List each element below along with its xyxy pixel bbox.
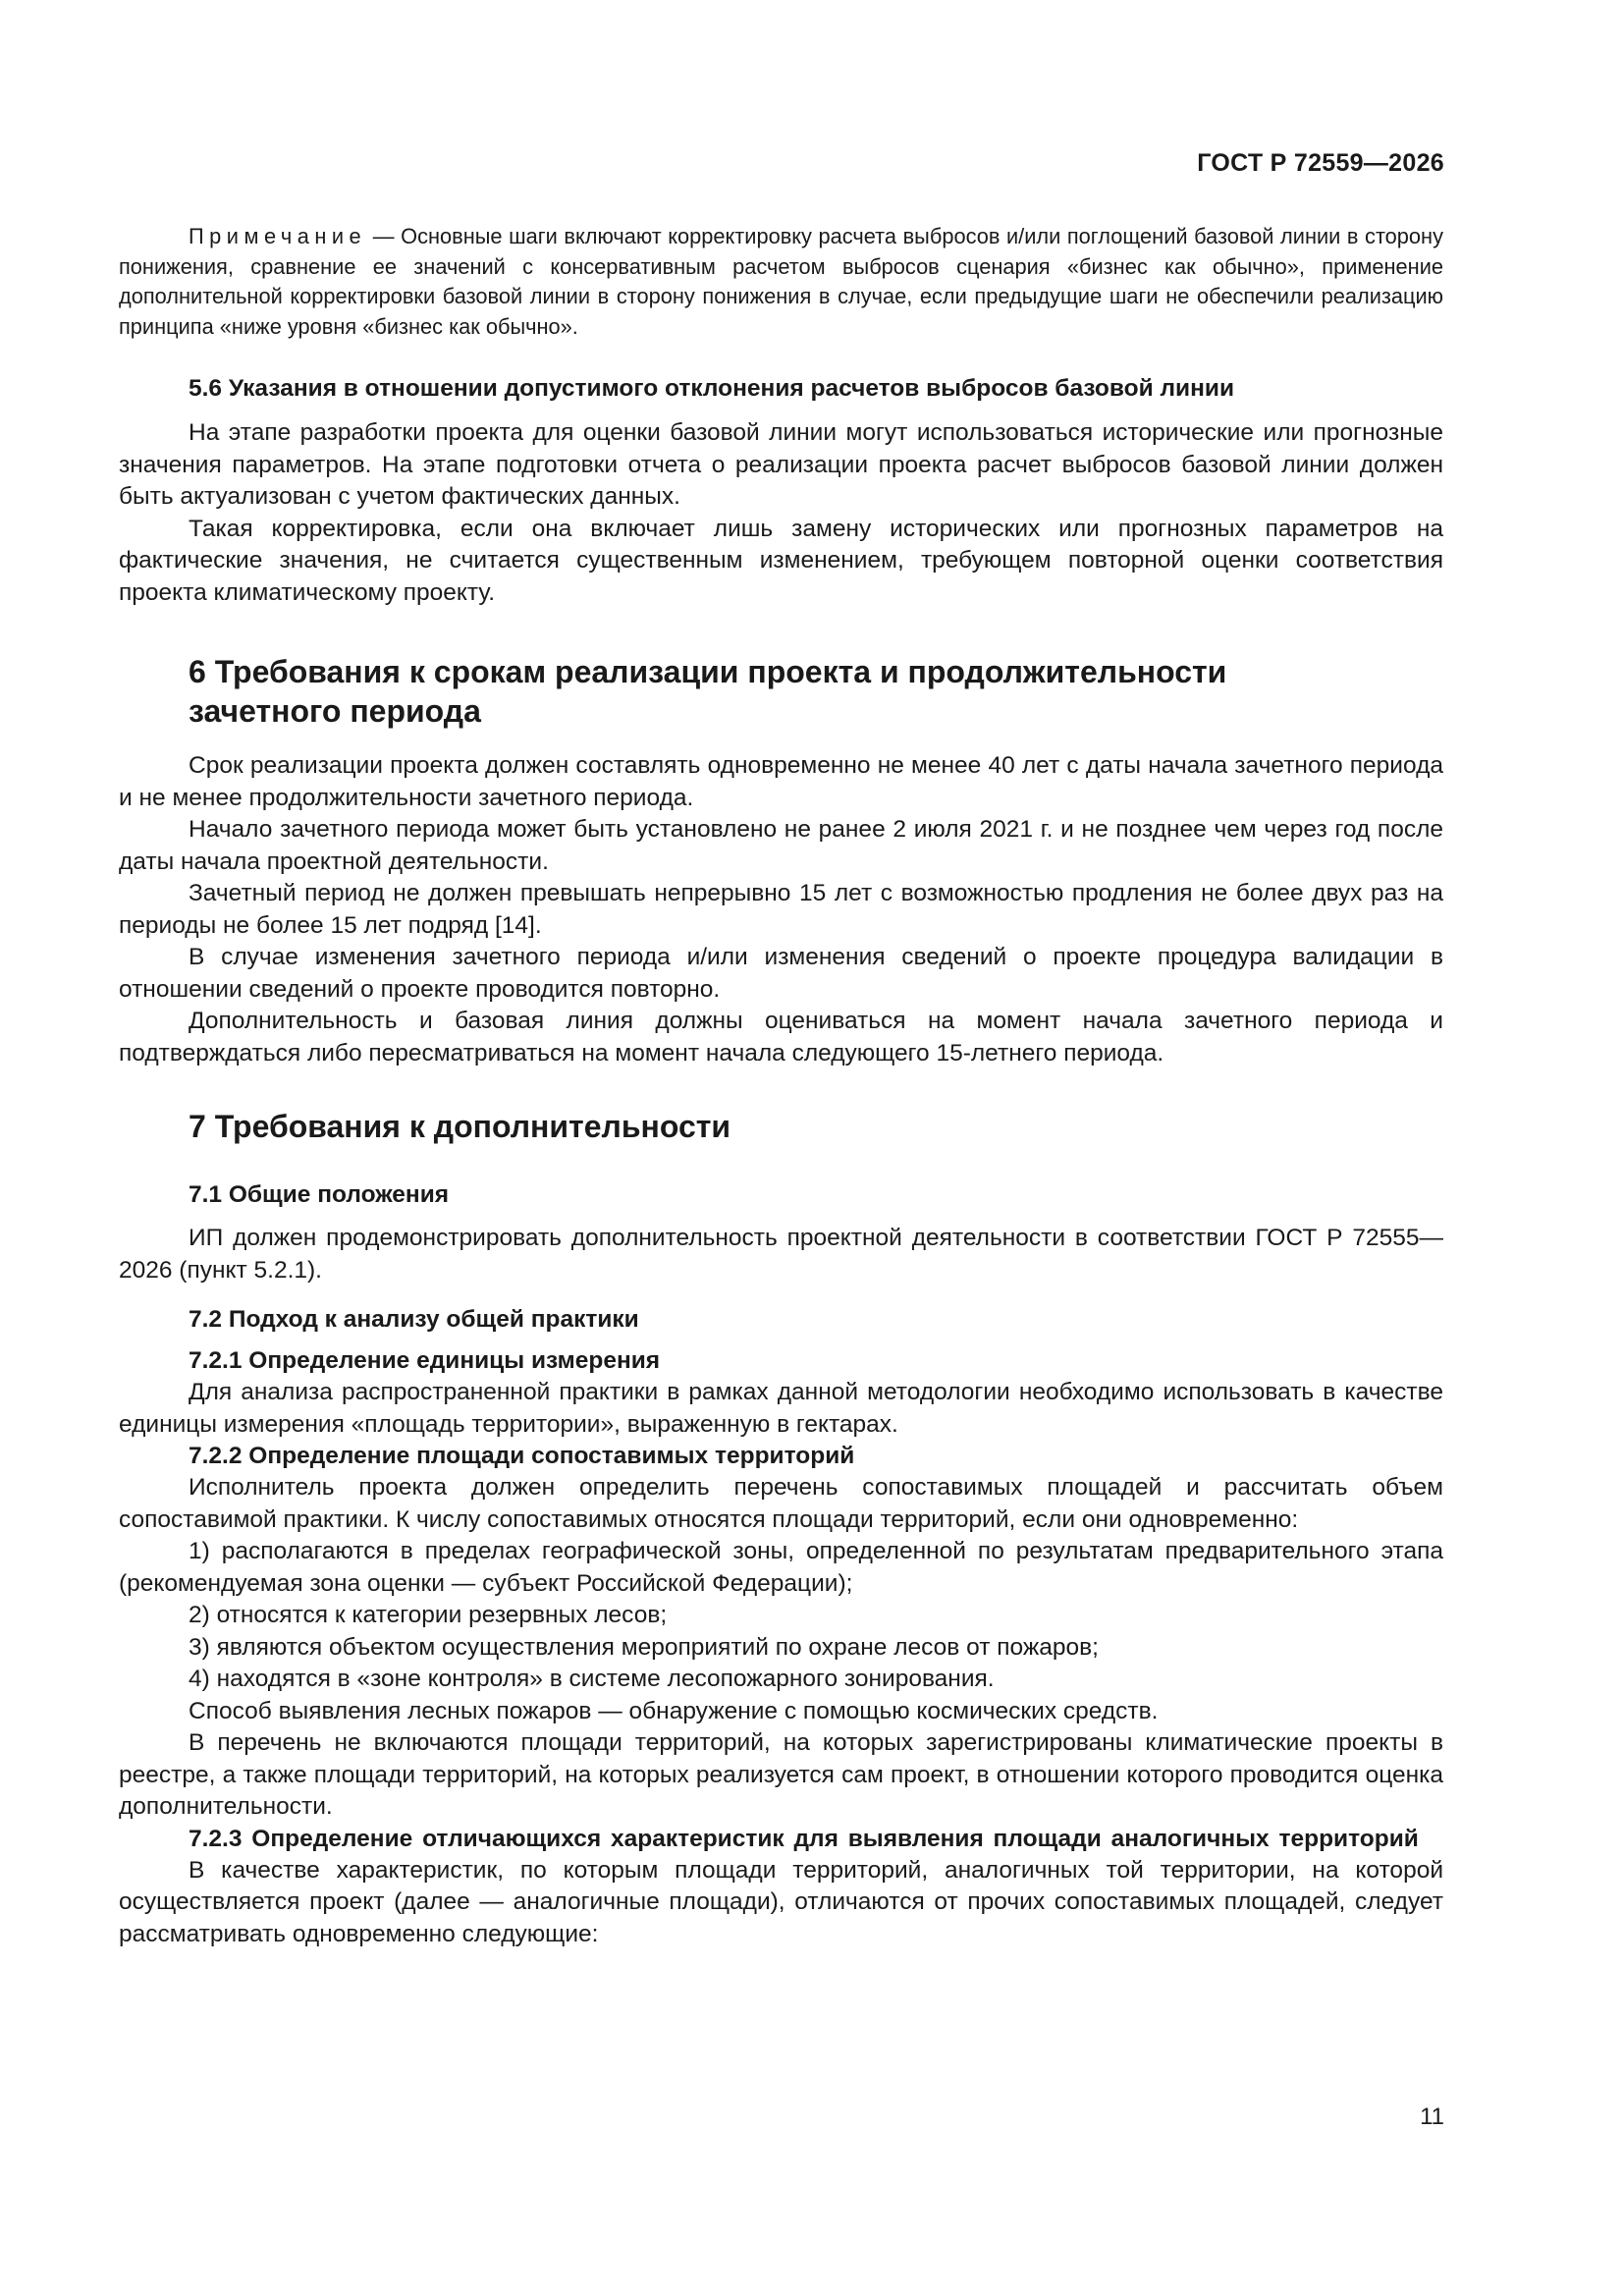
note-paragraph: [119, 222, 1443, 342]
section-6-paragraph-3: Зачетный период не должен превышать непрерывно 15 лет с возможностью продления не более двух раз на периоды не более 15 лет подряд [14].: [119, 880, 1443, 939]
section-7-2-2-title: 7.2.2 Определение площади сопоставимых территорий: [189, 1443, 855, 1469]
section-7-title: 7 Требования к дополнительности: [189, 1109, 731, 1144]
section-7-2-1-title: 7.2.1 Определение единицы измерения: [189, 1347, 661, 1374]
section-6-title: [119, 652, 1443, 731]
section-7-1-title: 7.1 Общие положения: [189, 1181, 450, 1208]
section-7-1-paragraph-1: ИП должен продемонстрировать дополнительность проектной деятельности в соответствии ГОСТ Р 72555—2026 (пункт 5.2.1).: [119, 1225, 1443, 1284]
section-7-2-3-paragraph-1: В качестве характеристик, по которым площади территорий, аналогичных той территории, на которой осуществляется проект (далее — аналогичные площади), отличаются от прочих сопоставимых площадей, следует рассматривать одновременно следующие:: [119, 1856, 1443, 1947]
note-label: Примечание: [189, 224, 367, 248]
section-5-6-title: 5.6 Указания в отношении допустимого отклонения расчетов выбросов базовой линии: [189, 375, 1235, 402]
section-6-paragraph-1: Срок реализации проекта должен составлять одновременно не менее 40 лет с даты начала зачетного периода и не менее продолжительности зачетного периода.: [119, 752, 1443, 811]
section-7-2-3-title: 7.2.3 Определение отличающихся характеристик для выявления площади аналогичных территорий: [189, 1825, 1419, 1852]
section-7-2-2-item-2: 2) относятся к категории резервных лесов;: [189, 1602, 668, 1628]
section-7-2-2-item-1: 1) располагаются в пределах географической зоны, определенной по результатам предварительного этапа (рекомендуемая зона оценки — субъект Российской Федерации);: [119, 1538, 1443, 1597]
section-7-2-title: 7.2 Подход к анализу общей практики: [189, 1306, 639, 1333]
section-5-6-paragraph-1: На этапе разработки проекта для оценки базовой линии могут использоваться исторические или прогнозные значения параметров. На этапе подготовки отчета о реализации проекта расчет выбросов базовой линии должен быть актуализован с учетом фактических данных.: [119, 419, 1443, 510]
section-7-2-2-item-3: 3) являются объектом осуществления мероприятий по охране лесов от пожаров;: [189, 1633, 1099, 1661]
note-text: Основные шаги включают корректировку расчета выбросов и/или поглощений базовой линии в сторону понижения, сравнение ее значений с консервативным расчетом выбросов сценария «бизнес как обычно», применение дополнительной корректировки базовой линии в сторону понижения в случае, если предыдущие шаги не обеспечили реализацию принципа «ниже уровня «бизнес как обычно».: [119, 224, 1443, 339]
page-content: [119, 222, 1443, 1950]
section-7-2-2-paragraph-3: В перечень не включаются площади территорий, на которых зарегистрированы климатические проекты в реестре, а также площади территорий, на которых реализуется сам проект, в отношении которого проводится оценка дополнительности.: [119, 1729, 1443, 1820]
section-6-paragraph-5: Дополнительность и базовая линия должны оцениваться на момент начала зачетного периода и подтверждаться либо пересматриваться на момент начала следующего 15-летнего периода.: [119, 1008, 1443, 1066]
section-7-2-1-paragraph-1: Для анализа распространенной практики в рамках данной методологии необходимо использовать в качестве единицы измерения «площадь территории», выраженную в гектарах.: [119, 1379, 1443, 1438]
section-6-paragraph-4: В случае изменения зачетного периода и/или изменения сведений о проекте процедура валидации в отношении сведений о проекте проводится повторно.: [119, 944, 1443, 1003]
section-6-paragraph-2: Начало зачетного периода может быть установлено не ранее 2 июля 2021 г. и не позднее чем через год после даты начала проектной деятельности.: [119, 816, 1443, 875]
document-id-header: ГОСТ Р 72559—2026: [1197, 149, 1444, 177]
section-7-2-2-paragraph-2: Способ выявления лесных пожаров — обнаружение с помощью космических средств.: [189, 1697, 1159, 1724]
note-dash: —: [366, 224, 402, 248]
section-6-title-line-1: 6 Требования к срокам реализации проекта и продолжительности: [189, 654, 1227, 689]
section-7-2-2-paragraph-1: Исполнитель проекта должен определить перечень сопоставимых площадей и рассчитать объем сопоставимой практики. К числу сопоставимых относятся площади территорий, если они одновременно:: [119, 1474, 1443, 1533]
section-6-title-line-2: зачетного периода: [189, 693, 481, 729]
section-7-2-2-item-4: 4) находятся в «зоне контроля» в системе лесопожарного зонирования.: [189, 1666, 995, 1692]
page-number: 11: [1420, 2104, 1444, 2130]
section-5-6-paragraph-2: Такая корректировка, если она включает лишь замену исторических или прогнозных параметров на фактические значения, не считается существенным изменением, требующем повторной оценки соответствия проекта климатическому проекту.: [119, 515, 1443, 606]
